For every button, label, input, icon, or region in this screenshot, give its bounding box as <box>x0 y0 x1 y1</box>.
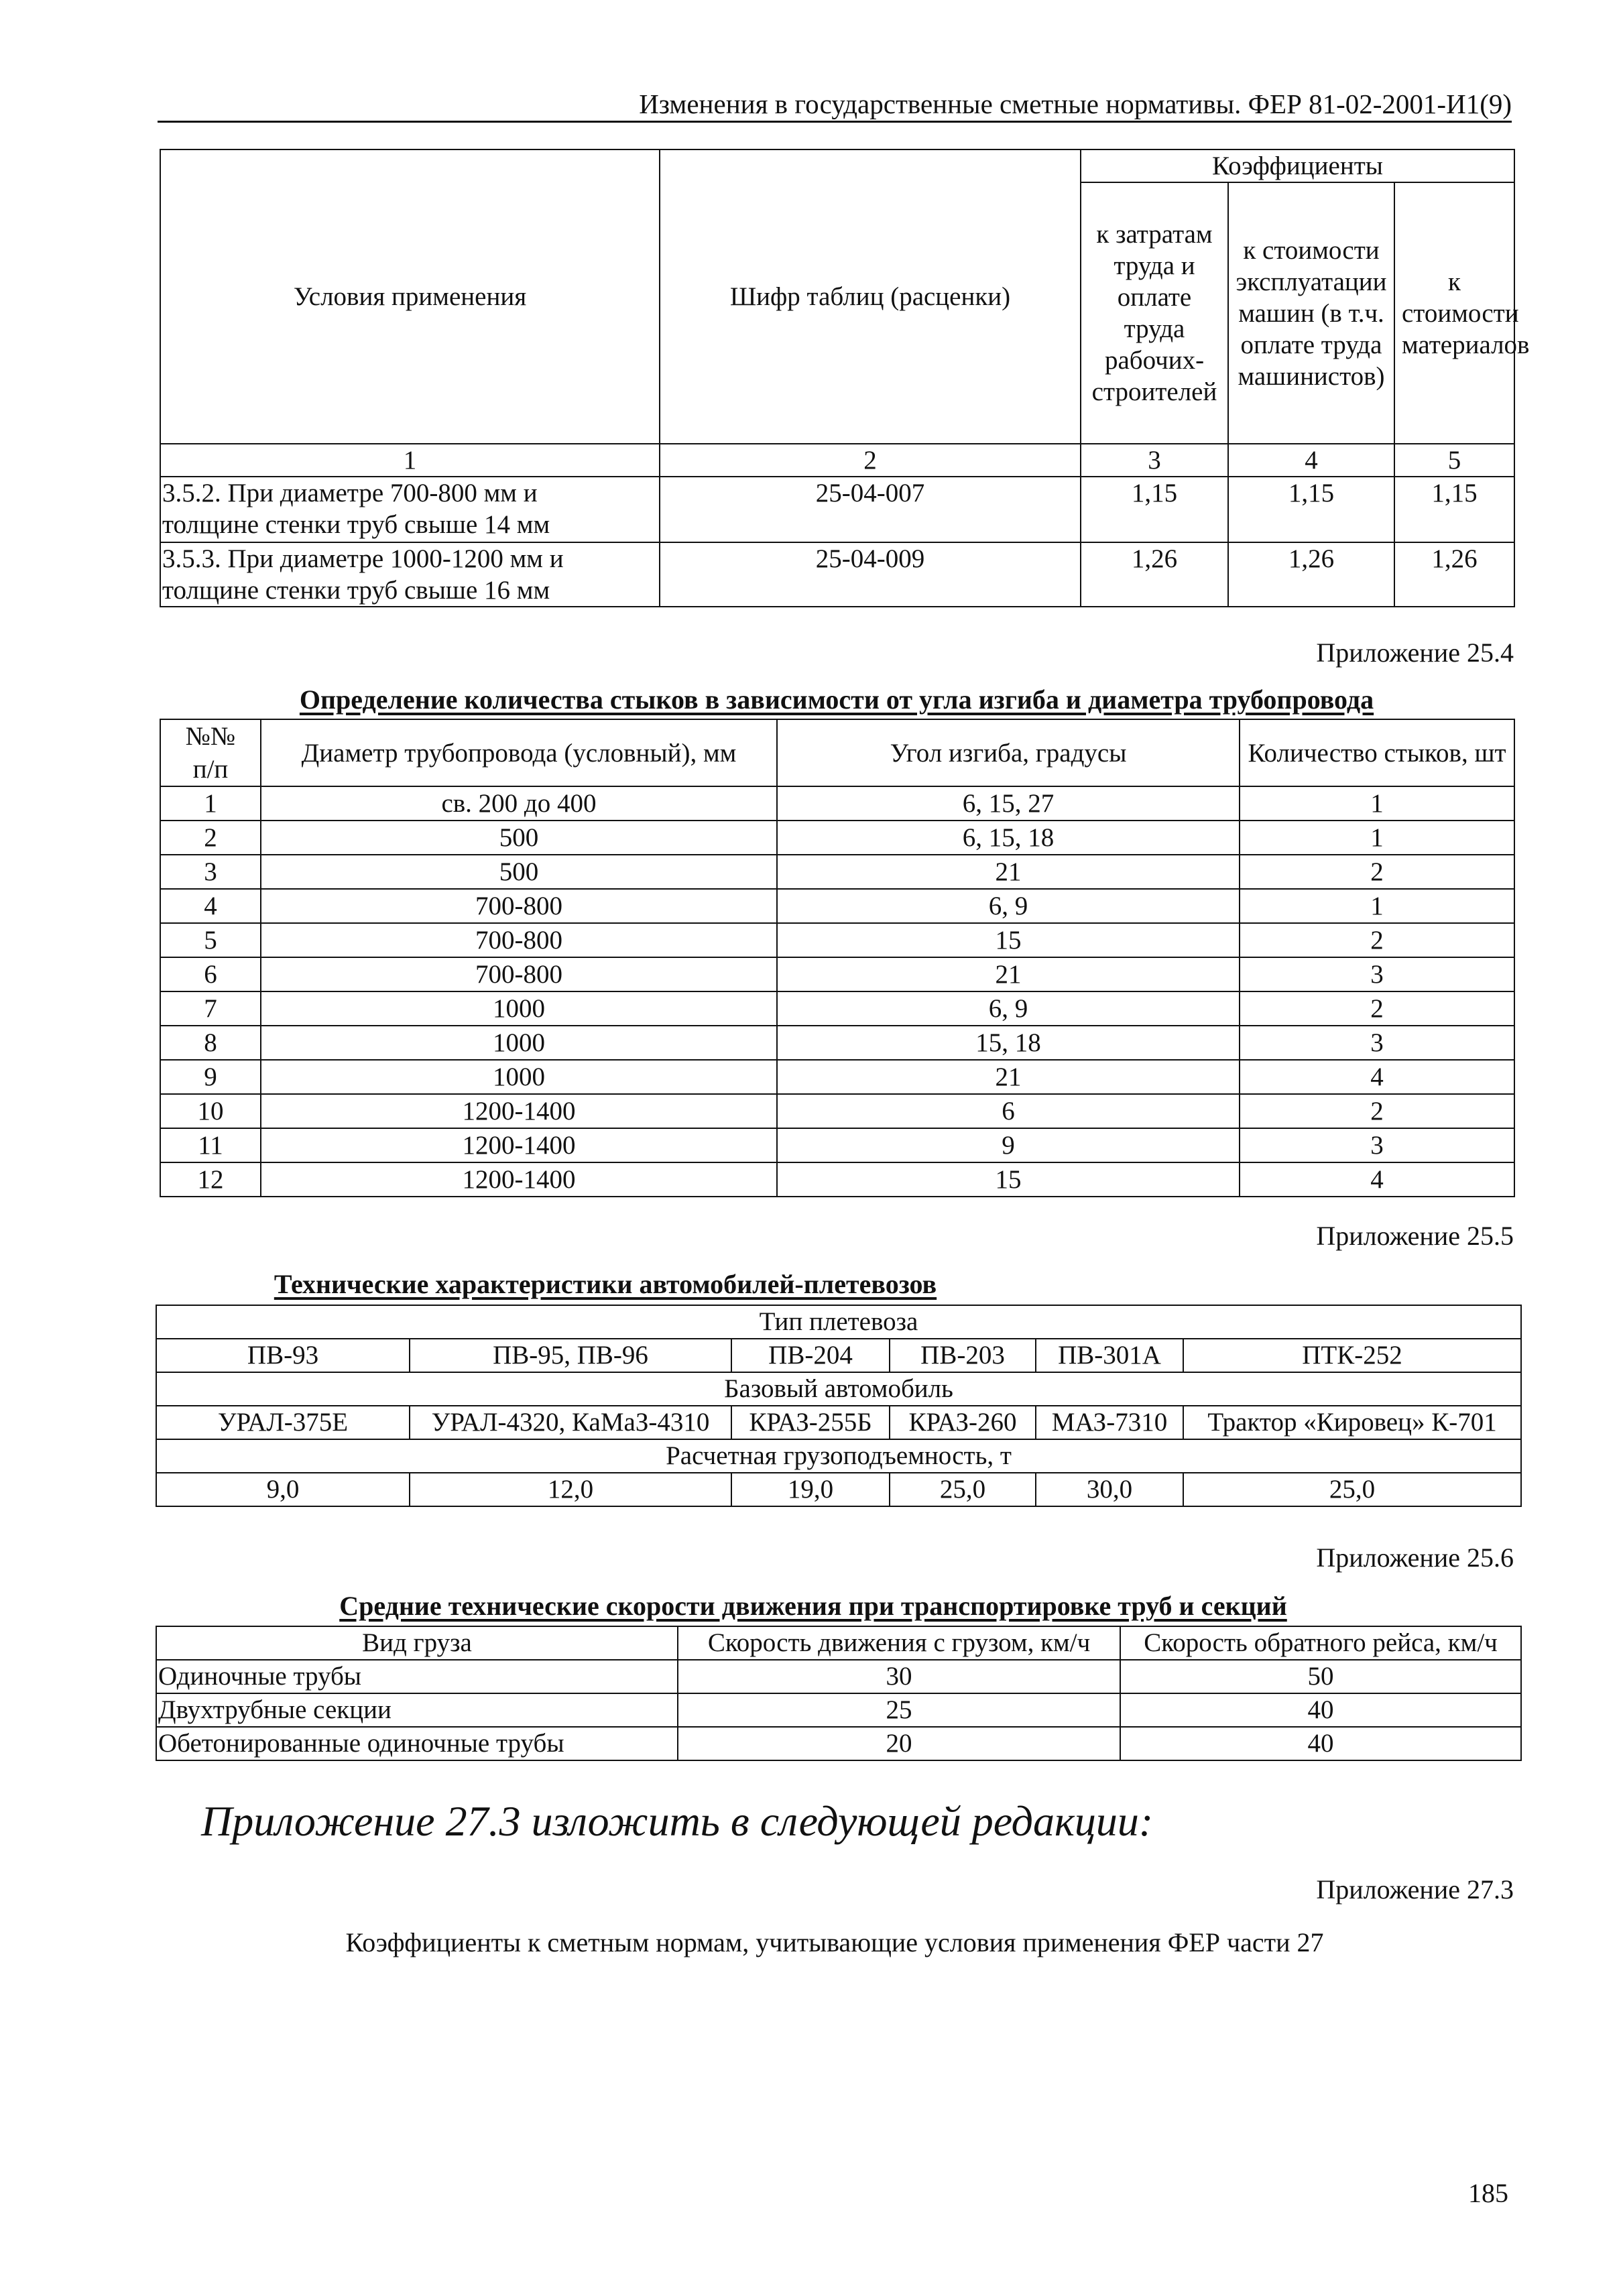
diameter-cell: 700-800 <box>261 957 777 991</box>
count-cell: 1 <box>1240 821 1514 855</box>
speed-cell: 20 <box>678 1727 1120 1760</box>
diameter-cell: 1200-1400 <box>261 1128 777 1162</box>
angle-cell: 21 <box>777 957 1240 991</box>
table-row <box>160 1162 1514 1197</box>
row-number: 12 <box>160 1162 261 1197</box>
table-row <box>156 1660 1521 1693</box>
code-cell: 25-04-009 <box>660 542 1081 607</box>
base-cell: УРАЛ-375Е <box>156 1406 410 1439</box>
angle-cell: 6, 9 <box>777 991 1240 1026</box>
base-header: Базовый автомобиль <box>156 1372 1521 1406</box>
table-row <box>160 923 1514 957</box>
diameter-cell: 1000 <box>261 1026 777 1060</box>
base-cell: КРАЗ-255Б <box>731 1406 890 1439</box>
table-row <box>160 1094 1514 1128</box>
count-cell: 2 <box>1240 855 1514 889</box>
running-header: Изменения в государственные сметные нормативы. ФЕР 81-02-2001-И1(9) <box>639 88 1512 119</box>
speed-cell: 25 <box>678 1693 1120 1727</box>
capacity-cell: 19,0 <box>731 1473 890 1506</box>
type-cell: ПВ-301А <box>1036 1339 1183 1372</box>
caption-text: Средние технические скорости движения при транспортировке труб и секций <box>339 1591 1287 1621</box>
header-conditions: Условия применения <box>160 149 660 444</box>
count-cell: 2 <box>1240 991 1514 1026</box>
appendix-label: Приложение 27.3 <box>1316 1874 1514 1905</box>
appendix-label: Приложение 25.4 <box>1316 638 1514 668</box>
speeds-table <box>156 1626 1522 1761</box>
angle-cell: 21 <box>777 855 1240 889</box>
capacity-cell: 30,0 <box>1036 1473 1183 1506</box>
angle-cell: 6, 15, 27 <box>777 786 1240 821</box>
table-row <box>160 1060 1514 1094</box>
header-coefficients: Коэффициенты <box>1081 149 1514 182</box>
header-loaded-speed: Скорость движения с грузом, км/ч <box>678 1626 1120 1660</box>
speed-cell: 50 <box>1120 1660 1521 1693</box>
header-materials: к стоимости материалов <box>1394 182 1514 444</box>
header-count: Количество стыков, шт <box>1240 719 1514 786</box>
count-cell: 1 <box>1240 786 1514 821</box>
row-number: 8 <box>160 1026 261 1060</box>
speed-cell: 40 <box>1120 1693 1521 1727</box>
table-row <box>160 889 1514 923</box>
table-row <box>156 1406 1521 1439</box>
row-number: 7 <box>160 991 261 1026</box>
header-angle: Угол изгиба, градусы <box>777 719 1240 786</box>
table-row <box>160 477 1514 542</box>
diameter-cell: св. 200 до 400 <box>261 786 777 821</box>
count-cell: 2 <box>1240 1094 1514 1128</box>
appendix-label: Приложение 25.6 <box>1316 1543 1514 1573</box>
angle-cell: 9 <box>777 1128 1240 1162</box>
capacity-cell: 12,0 <box>410 1473 731 1506</box>
coef-cell: 1,26 <box>1394 542 1514 607</box>
speed-cell: 30 <box>678 1660 1120 1693</box>
row-number: 1 <box>160 786 261 821</box>
diameter-cell: 500 <box>261 821 777 855</box>
condition-text: 3.5.2. При диаметре 700-800 мм и <box>162 479 538 507</box>
base-cell: КРАЗ-260 <box>890 1406 1036 1439</box>
coef-cell: 1,15 <box>1081 477 1228 542</box>
capacity-header: Расчетная грузоподъемность, т <box>156 1439 1521 1473</box>
capacity-cell: 9,0 <box>156 1473 410 1506</box>
angle-cell: 6, 15, 18 <box>777 821 1240 855</box>
table-row <box>160 957 1514 991</box>
row-number: 6 <box>160 957 261 991</box>
table-row <box>156 1473 1521 1506</box>
caption-text: Определение количества стыков в зависимости от угла изгиба и диаметра трубопровода <box>299 684 1374 715</box>
count-cell: 3 <box>1240 1026 1514 1060</box>
diameter-cell: 1000 <box>261 1060 777 1094</box>
cargo-cell: Двухтрубные секции <box>156 1693 678 1727</box>
count-cell: 4 <box>1240 1060 1514 1094</box>
joints-table <box>160 719 1515 1197</box>
header-diameter: Диаметр трубопровода (условный), мм <box>261 719 777 786</box>
base-cell: УРАЛ-4320, КаМаЗ-4310 <box>410 1406 731 1439</box>
type-cell: ПВ-204 <box>731 1339 890 1372</box>
header-labor: к затратам труда и оплате труда рабочих-строителей <box>1081 182 1228 444</box>
pipe-trucks-table <box>156 1305 1522 1507</box>
table-row <box>156 1339 1521 1372</box>
diameter-cell: 1000 <box>261 991 777 1026</box>
table-caption <box>160 684 1514 715</box>
angle-cell: 21 <box>777 1060 1240 1094</box>
table-row <box>156 1693 1521 1727</box>
type-cell: ПВ-93 <box>156 1339 410 1372</box>
header-num-line: №№ <box>185 722 236 751</box>
coef-cell: 1,15 <box>1394 477 1514 542</box>
type-cell: ПТК-252 <box>1183 1339 1521 1372</box>
diameter-cell: 1200-1400 <box>261 1094 777 1128</box>
type-cell: ПВ-95, ПВ-96 <box>410 1339 731 1372</box>
col-number: 3 <box>1081 444 1228 477</box>
table-row <box>160 542 1514 607</box>
header-num-line: п/п <box>192 755 229 784</box>
condition-text: толщине стенки труб свыше 14 мм <box>162 510 550 539</box>
col-number: 5 <box>1394 444 1514 477</box>
caption-text: Технические характеристики автомобилей-плетевозов <box>274 1269 937 1299</box>
row-number: 11 <box>160 1128 261 1162</box>
angle-cell: 15 <box>777 923 1240 957</box>
table-row <box>160 786 1514 821</box>
row-number: 3 <box>160 855 261 889</box>
row-number: 5 <box>160 923 261 957</box>
table-row <box>160 991 1514 1026</box>
coef-cell: 1,26 <box>1228 542 1394 607</box>
base-cell: МАЗ-7310 <box>1036 1406 1183 1439</box>
page-number: 185 <box>1468 2178 1508 2208</box>
table-caption <box>160 1590 1467 1622</box>
row-number: 4 <box>160 889 261 923</box>
base-cell: Трактор «Кировец» К-701 <box>1183 1406 1521 1439</box>
capacity-cell: 25,0 <box>1183 1473 1521 1506</box>
coefficients-table <box>160 149 1530 607</box>
diameter-cell: 500 <box>261 855 777 889</box>
count-cell: 2 <box>1240 923 1514 957</box>
type-header: Тип плетевоза <box>156 1305 1521 1339</box>
table-row <box>160 855 1514 889</box>
header-code: Шифр таблиц (расценки) <box>660 149 1081 444</box>
count-cell: 3 <box>1240 1128 1514 1162</box>
coef-cell: 1,26 <box>1081 542 1228 607</box>
diameter-cell: 700-800 <box>261 889 777 923</box>
cargo-cell: Обетонированные одиночные трубы <box>156 1727 678 1760</box>
edit-instruction: Приложение 27.3 изложить в следующей редакции: <box>201 1797 1154 1845</box>
coef-cell: 1,15 <box>1228 477 1394 542</box>
appendix-label: Приложение 25.5 <box>1316 1221 1514 1251</box>
count-cell: 1 <box>1240 889 1514 923</box>
type-cell: ПВ-203 <box>890 1339 1036 1372</box>
row-number: 9 <box>160 1060 261 1094</box>
angle-cell: 15, 18 <box>777 1026 1240 1060</box>
col-number: 1 <box>160 444 660 477</box>
capacity-cell: 25,0 <box>890 1473 1036 1506</box>
table-row <box>156 1727 1521 1760</box>
count-cell: 4 <box>1240 1162 1514 1197</box>
count-cell: 3 <box>1240 957 1514 991</box>
cargo-cell: Одиночные трубы <box>156 1660 678 1693</box>
angle-cell: 6 <box>777 1094 1240 1128</box>
row-number: 2 <box>160 821 261 855</box>
table-row <box>160 821 1514 855</box>
table-row <box>160 1026 1514 1060</box>
row-number: 10 <box>160 1094 261 1128</box>
header-return-speed: Скорость обратного рейса, км/ч <box>1120 1626 1521 1660</box>
diameter-cell: 700-800 <box>261 923 777 957</box>
header-machines: к стоимости эксплуатации машин (в т.ч. оплате труда машинистов) <box>1228 182 1394 444</box>
diameter-cell: 1200-1400 <box>261 1162 777 1197</box>
condition-text: 3.5.3. При диаметре 1000-1200 мм и <box>162 544 564 573</box>
header-num <box>160 719 261 786</box>
code-cell: 25-04-007 <box>660 477 1081 542</box>
condition-text: толщине стенки труб свыше 16 мм <box>162 576 550 605</box>
speed-cell: 40 <box>1120 1727 1521 1760</box>
header-rule <box>158 121 1512 123</box>
col-number: 2 <box>660 444 1081 477</box>
table-row <box>160 1128 1514 1162</box>
appendix-subtitle: Коэффициенты к сметным нормам, учитывающие условия применения ФЕР части 27 <box>345 1927 1324 1957</box>
table-caption <box>160 1268 1051 1300</box>
angle-cell: 15 <box>777 1162 1240 1197</box>
angle-cell: 6, 9 <box>777 889 1240 923</box>
header-cargo: Вид груза <box>156 1626 678 1660</box>
column-number-row <box>160 444 1514 477</box>
col-number: 4 <box>1228 444 1394 477</box>
